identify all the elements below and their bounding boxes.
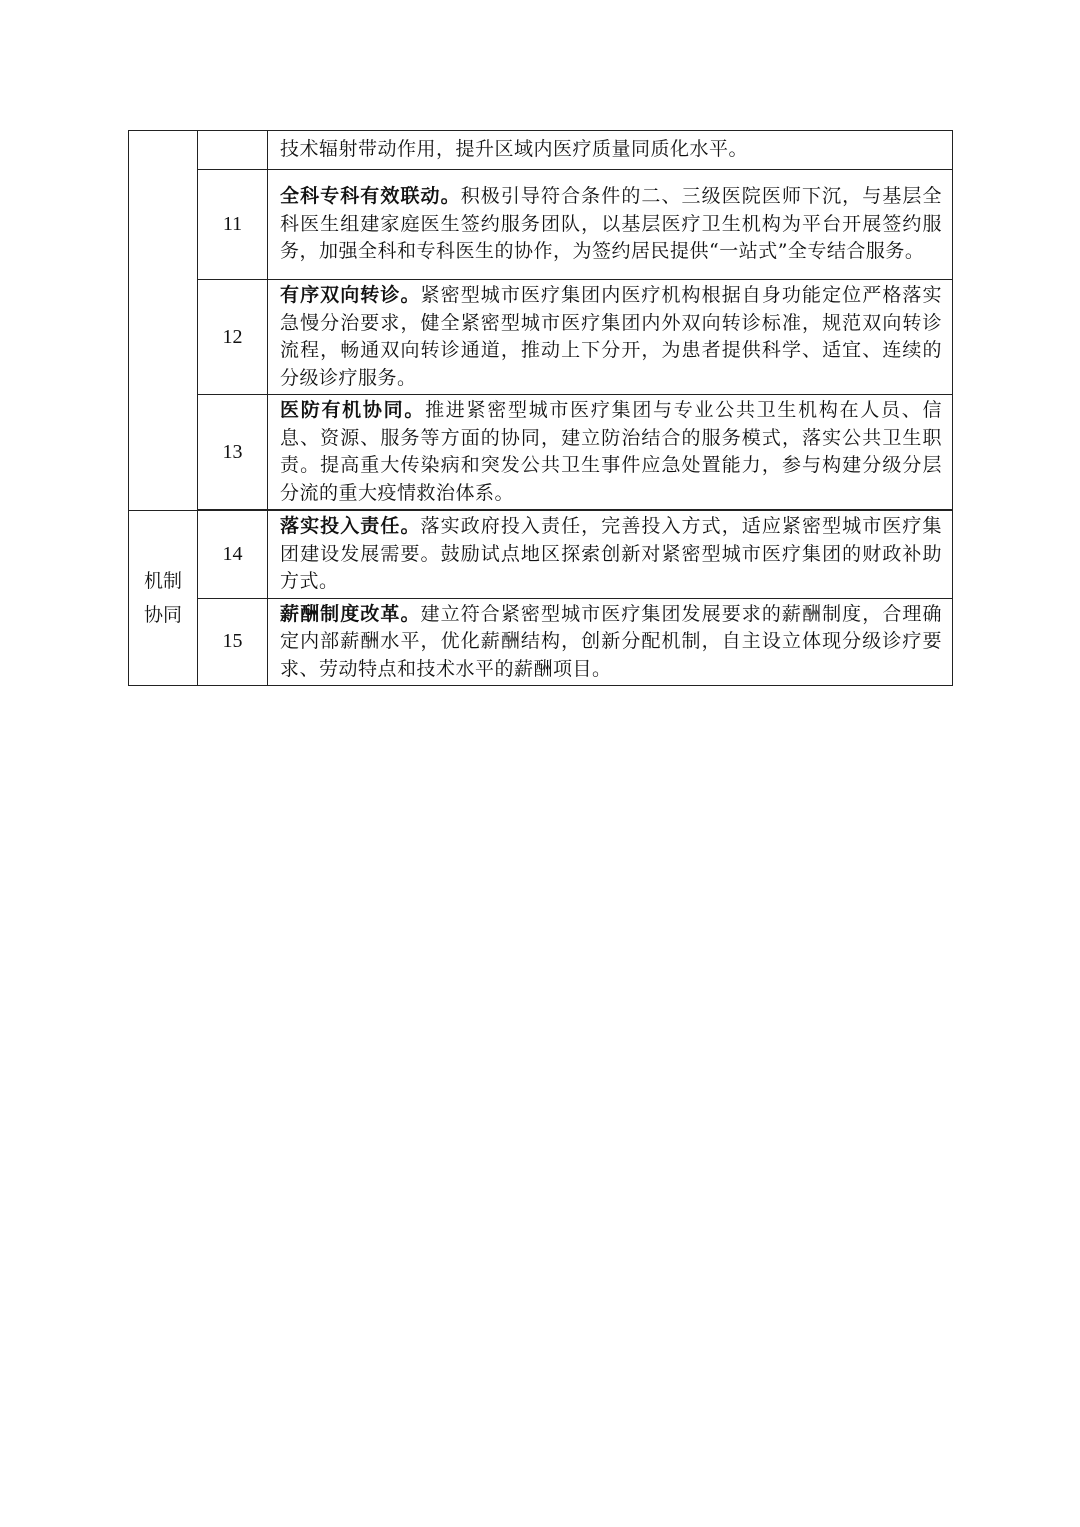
row-text [268, 280, 953, 395]
row-number [198, 131, 268, 170]
table-row [129, 511, 953, 599]
row-body: 建立符合紧密型城市医疗集团发展要求的薪酬制度，合理确定内部薪酬水平，优化薪酬结构，创新分配机制，自主设立体现分级诊疗要求、劳动特点和技术水平的薪酬项目。 [280, 602, 942, 680]
row-body: 落实政府投入责任，完善投入方式，适应紧密型城市医疗集团建设发展需要。鼓励试点地区探索创新对紧密型城市医疗集团的财政补助方式。 [280, 515, 942, 592]
row-heading: 全科专科有效联动。 [280, 185, 461, 208]
row-number: 15 [198, 598, 268, 686]
row-number: 11 [198, 170, 268, 280]
category-label-line1: 机制 [143, 570, 182, 592]
table-row [129, 598, 953, 686]
row-text [268, 131, 953, 170]
row-body: 技术辐射带动作用，提升区域内医疗质量同质化水平。 [280, 138, 749, 161]
row-number: 14 [198, 511, 268, 599]
category-cell-continued [129, 131, 198, 511]
row-body: 推进紧密型城市医疗集团与专业公共卫生机构在人员、信息、资源、服务等方面的协同，建立防治结合的服务模式，落实公共卫生职责。提高重大传染病和突发公共卫生事件应急处置能力，参与构建分级分层分流的重大疫情救治体系。 [280, 399, 942, 504]
row-number: 13 [198, 395, 268, 510]
table-row [129, 170, 953, 280]
row-heading: 薪酬制度改革。 [280, 602, 421, 625]
row-heading: 有序双向转诊。 [280, 284, 421, 306]
row-number: 12 [198, 280, 268, 395]
policy-table [128, 130, 953, 686]
table-row [129, 280, 953, 395]
row-text [268, 598, 953, 686]
row-text [268, 511, 953, 599]
category-label-line2: 协同 [143, 604, 182, 626]
table-row [129, 395, 953, 510]
row-text [268, 170, 953, 280]
row-heading: 医防有机协同。 [280, 399, 426, 421]
row-body: 紧密型城市医疗集团内医疗机构根据自身功能定位严格落实急慢分治要求，健全紧密型城市医疗集团内外双向转诊标准，规范双向转诊流程，畅通双向转诊通道，推动上下分开，为患者提供科学、适宜、连续的分级诊疗服务。 [280, 284, 942, 389]
row-heading: 落实投入责任。 [280, 515, 421, 537]
row-text [268, 395, 953, 510]
row-body: 积极引导符合条件的二、三级医院医师下沉，与基层全科医生组建家庭医生签约服务团队，以基层医疗卫生机构为平台开展签约服务，加强全科和专科医生的协作，为签约居民提供“一站式”全专结合服务。 [280, 185, 942, 263]
table-row [129, 131, 953, 170]
category-cell-mechanism [129, 511, 198, 686]
